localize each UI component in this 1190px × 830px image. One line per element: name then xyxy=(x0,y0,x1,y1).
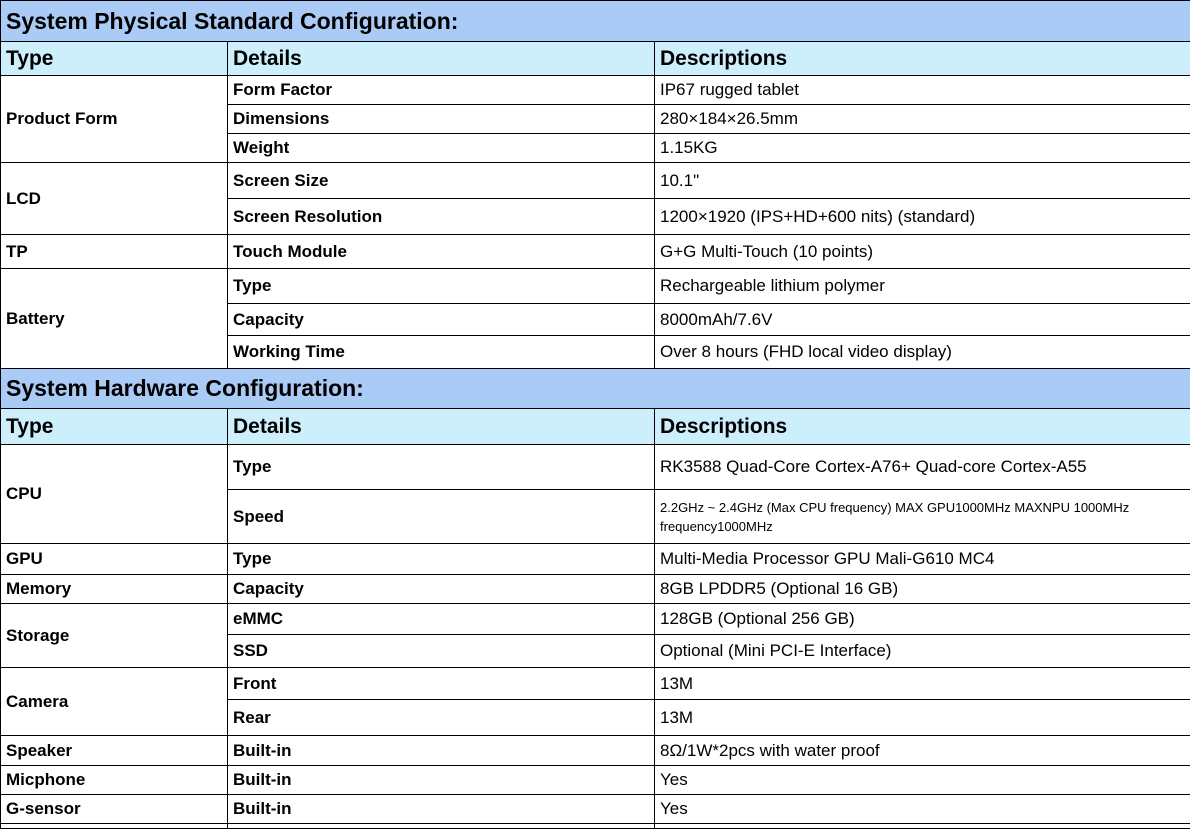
detail-cell: Front xyxy=(228,668,655,700)
table-row xyxy=(1,766,1190,795)
description-cell: Optional (Mini PCI-E Interface) xyxy=(655,635,1190,668)
description-cell: 13M xyxy=(655,700,1190,736)
header-descriptions: Descriptions xyxy=(655,42,1190,76)
detail-cell: Weight xyxy=(228,134,655,163)
detail-cell: Type xyxy=(228,269,655,304)
description-cell: 1200×1920 (IPS+HD+600 nits) (standard) xyxy=(655,199,1190,235)
detail-cell: Capacity xyxy=(228,304,655,336)
empty-cell xyxy=(228,824,655,829)
detail-cell: Built-in xyxy=(228,736,655,766)
section-title: System Hardware Configuration: xyxy=(1,369,1190,409)
empty-cell xyxy=(1,824,228,829)
detail-cell: Working Time xyxy=(228,336,655,369)
column-header-row xyxy=(1,409,1190,445)
description-cell: Multi-Media Processor GPU Mali-G610 MC4 xyxy=(655,544,1190,575)
type-cell: Speaker xyxy=(1,736,228,766)
type-cell: LCD xyxy=(1,163,228,235)
detail-cell: Capacity xyxy=(228,575,655,604)
section-title-row xyxy=(1,369,1190,409)
description-cell: IP67 rugged tablet xyxy=(655,76,1190,105)
detail-cell: Built-in xyxy=(228,795,655,824)
section-title: System Physical Standard Configuration: xyxy=(1,1,1190,42)
header-details: Details xyxy=(228,409,655,445)
type-cell: CPU xyxy=(1,445,228,544)
type-cell: Battery xyxy=(1,269,228,369)
type-cell: Memory xyxy=(1,575,228,604)
description-cell: 1.15KG xyxy=(655,134,1190,163)
type-cell: TP xyxy=(1,235,228,269)
header-descriptions: Descriptions xyxy=(655,409,1190,445)
description-cell: Yes xyxy=(655,766,1190,795)
detail-cell: Type xyxy=(228,445,655,490)
detail-cell: Screen Size xyxy=(228,163,655,199)
description-cell: 8Ω/1W*2pcs with water proof xyxy=(655,736,1190,766)
table-row xyxy=(1,445,1190,490)
column-header-row xyxy=(1,42,1190,76)
description-cell: 13M xyxy=(655,668,1190,700)
detail-cell: Speed xyxy=(228,490,655,544)
description-cell: 8000mAh/7.6V xyxy=(655,304,1190,336)
table-row xyxy=(1,269,1190,304)
type-cell: G-sensor xyxy=(1,795,228,824)
description-cell: G+G Multi-Touch (10 points) xyxy=(655,235,1190,269)
detail-cell: Touch Module xyxy=(228,235,655,269)
detail-cell: Screen Resolution xyxy=(228,199,655,235)
detail-cell: Type xyxy=(228,544,655,575)
description-cell: 128GB (Optional 256 GB) xyxy=(655,604,1190,635)
detail-cell: SSD xyxy=(228,635,655,668)
type-cell: Micphone xyxy=(1,766,228,795)
detail-cell: Built-in xyxy=(228,766,655,795)
table-row xyxy=(1,76,1190,105)
type-cell: Product Form xyxy=(1,76,228,163)
table-row xyxy=(1,736,1190,766)
description-cell: 2.2GHz ~ 2.4GHz (Max CPU frequency) MAX GPU1000MHz MAXNPU 1000MHz frequency1000MHz xyxy=(655,490,1190,544)
description-cell: 8GB LPDDR5 (Optional 16 GB) xyxy=(655,575,1190,604)
table-row xyxy=(1,668,1190,700)
header-details: Details xyxy=(228,42,655,76)
description-cell: 280×184×26.5mm xyxy=(655,105,1190,134)
detail-cell: Form Factor xyxy=(228,76,655,105)
empty-cell xyxy=(655,824,1190,829)
detail-cell: Dimensions xyxy=(228,105,655,134)
header-type: Type xyxy=(1,42,228,76)
description-cell: Yes xyxy=(655,795,1190,824)
type-cell: Storage xyxy=(1,604,228,668)
type-cell: Camera xyxy=(1,668,228,736)
table-row xyxy=(1,604,1190,635)
description-cell: Rechargeable lithium polymer xyxy=(655,269,1190,304)
description-cell: RK3588 Quad-Core Cortex-A76+ Quad-core Cortex-A55 xyxy=(655,445,1190,490)
table-row xyxy=(1,544,1190,575)
table-row xyxy=(1,235,1190,269)
description-cell: Over 8 hours (FHD local video display) xyxy=(655,336,1190,369)
detail-cell: eMMC xyxy=(228,604,655,635)
type-cell: GPU xyxy=(1,544,228,575)
section-title-row xyxy=(1,1,1190,42)
description-cell: 10.1" xyxy=(655,163,1190,199)
table-row xyxy=(1,163,1190,199)
table-row xyxy=(1,795,1190,824)
table-bottom-edge xyxy=(1,824,1190,829)
table-row xyxy=(1,575,1190,604)
detail-cell: Rear xyxy=(228,700,655,736)
header-type: Type xyxy=(1,409,228,445)
